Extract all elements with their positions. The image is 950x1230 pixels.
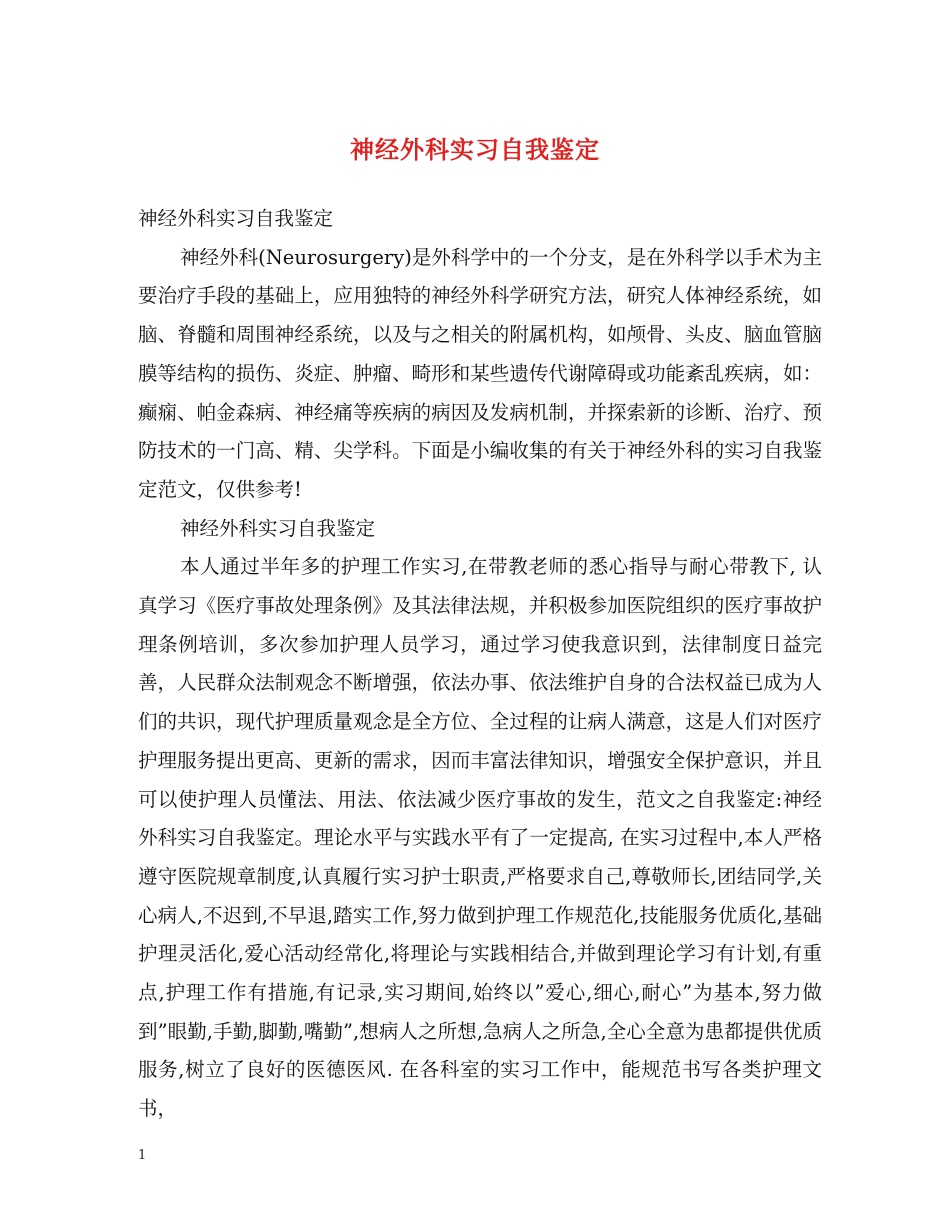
paragraph-section-heading: 神经外科实习自我鉴定 — [180, 516, 376, 540]
document-title: 神经外科实习自我鉴定 — [350, 135, 600, 164]
paragraph-subtitle: 神经外科实习自我鉴定 — [138, 207, 334, 230]
paragraph-main: 本人通过半年多的护理工作实习,在带教老师的悉心指导与耐心带教下, 认真学习《医疗事故处理条例》及其法律法规，并积极参加医院组织的医疗事故护理条例培训，多次参加护理人员学习，通过学习使我意识到，法律制度日益完善，人民群众法制观念不断增强，依法办事、依法维护自身的合法权益已成为人们的共识，现代护理质量观念是全方位、全过程的让病人满意，这是人们对医疗护理服务提出更高、更新的需求，因而丰富法律知识，增强安全保护意识，并且可以使护理人员懂法、用法、依法减少医疗事故的发生，范文之自我鉴定:神经外科实习自我鉴定。理论水平与实践水平有了一定提高, 在实习过程中,本人严格遵守医院规章制度,认真履行实习护士职责,严格要求自己,尊敬师长,团结同学,关心病人,不迟到,不早退,踏实工作,努力做到护理工作规范化,技能服务优质化,基础护理灵活化,爱心活动经常化,将理论与实践相结合,并做到理论学习有计划,有重点,护理工作有措施,有记录,实习期间,始终以”爱心,细心,耐心”为基本,努力做到”眼勤,手勤,脚勤,嘴勤”,想病人之所想,急病人之所急,全心全意为患都提供优质服务,树立了良好的医德医风. 在各科室的实习工作中，能规范书写各类护理文书， — [138, 555, 822, 1121]
page-number: 1 — [138, 1148, 147, 1163]
document-body — [138, 200, 822, 1129]
paragraph-intro: 神经外科(Neurosurgery)是外科学中的一个分支，是在外科学以手术为主要治疗手段的基础上，应用独特的神经外科学研究方法，研究人体神经系统，如脑、脊髓和周围神经系统，以及与之相关的附属机构，如颅骨、头皮、脑血管脑膜等结构的损伤、炎症、肿瘤、畸形和某些遗传代谢障碍或功能紊乱疾病，如：癫痫、帕金森病、神经痛等疾病的病因及发病机制，并探索新的诊断、治疗、预防技术的一门高、精、尖学科。下面是小编收集的有关于神经外科的实习自我鉴定范文，仅供参考! — [138, 245, 822, 501]
